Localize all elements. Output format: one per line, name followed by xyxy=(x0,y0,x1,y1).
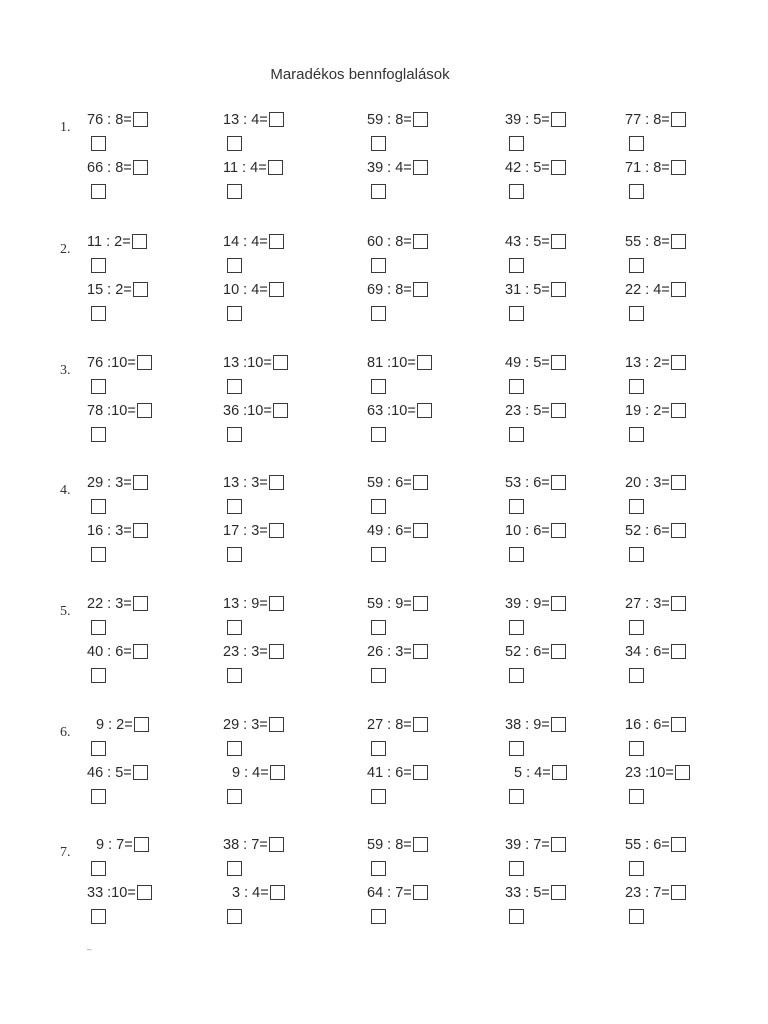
division-expression: 22 : 4= xyxy=(625,282,670,299)
exercise xyxy=(625,399,745,447)
exercise-group-3 xyxy=(0,351,768,451)
quotient-answer-box[interactable] xyxy=(269,596,284,611)
quotient-answer-box[interactable] xyxy=(551,475,566,490)
quotient-answer-box[interactable] xyxy=(413,234,428,249)
group-number: 1. xyxy=(60,120,71,135)
exercise xyxy=(625,833,745,881)
exercise xyxy=(87,351,207,399)
quotient-answer-box[interactable] xyxy=(671,112,686,127)
remainder-answer-box[interactable] xyxy=(227,427,242,442)
division-expression: 10 : 4= xyxy=(223,282,268,299)
division-expression: 13 : 9= xyxy=(223,596,268,613)
remainder-answer-box[interactable] xyxy=(227,379,242,394)
remainder-answer-box[interactable] xyxy=(227,547,242,562)
division-expression: 34 : 6= xyxy=(625,644,670,661)
quotient-answer-box[interactable] xyxy=(413,765,428,780)
division-expression: 78 :10= xyxy=(87,403,136,420)
division-expression: 55 : 6= xyxy=(625,837,670,854)
remainder-answer-box[interactable] xyxy=(91,427,106,442)
quotient-answer-box[interactable] xyxy=(413,160,428,175)
remainder-answer-box[interactable] xyxy=(509,547,524,562)
quotient-answer-box[interactable] xyxy=(133,282,148,297)
remainder-answer-box[interactable] xyxy=(509,499,524,514)
quotient-answer-box[interactable] xyxy=(133,160,148,175)
quotient-answer-box[interactable] xyxy=(133,596,148,611)
quotient-answer-box[interactable] xyxy=(413,282,428,297)
remainder-answer-box[interactable] xyxy=(91,909,106,924)
remainder-answer-box[interactable] xyxy=(629,379,644,394)
exercise xyxy=(367,399,487,447)
division-expression: 31 : 5= xyxy=(505,282,550,299)
remainder-answer-box[interactable] xyxy=(629,668,644,683)
quotient-answer-box[interactable] xyxy=(132,234,147,249)
division-expression: 49 : 6= xyxy=(367,523,412,540)
quotient-answer-box[interactable] xyxy=(269,717,284,732)
remainder-answer-box[interactable] xyxy=(629,184,644,199)
exercise-group-2 xyxy=(0,230,768,330)
exercise xyxy=(505,108,625,156)
quotient-answer-box[interactable] xyxy=(671,644,686,659)
exercise xyxy=(223,399,343,447)
quotient-answer-box[interactable] xyxy=(413,644,428,659)
division-expression: 59 : 9= xyxy=(367,596,412,613)
division-expression: 53 : 6= xyxy=(505,475,550,492)
exercise-group-5 xyxy=(0,592,768,692)
quotient-answer-box[interactable] xyxy=(269,234,284,249)
exercise-group-7 xyxy=(0,833,768,933)
exercise xyxy=(367,278,487,326)
division-expression: 81 :10= xyxy=(367,355,416,372)
exercise xyxy=(625,881,745,929)
exercise xyxy=(87,108,207,156)
division-expression: 27 : 8= xyxy=(367,717,412,734)
quotient-answer-box[interactable] xyxy=(551,837,566,852)
remainder-answer-box[interactable] xyxy=(509,741,524,756)
exercise xyxy=(505,471,625,519)
exercise xyxy=(367,230,487,278)
remainder-answer-box[interactable] xyxy=(371,861,386,876)
exercise xyxy=(505,351,625,399)
group-number: 6. xyxy=(60,725,71,740)
quotient-answer-box[interactable] xyxy=(413,885,428,900)
group-number: 2. xyxy=(60,242,71,257)
quotient-answer-box[interactable] xyxy=(551,355,566,370)
exercise xyxy=(514,761,634,809)
exercise xyxy=(505,399,625,447)
quotient-answer-box[interactable] xyxy=(133,765,148,780)
quotient-answer-box[interactable] xyxy=(133,523,148,538)
division-expression: 46 : 5= xyxy=(87,765,132,782)
division-expression: 22 : 3= xyxy=(87,596,132,613)
remainder-answer-box[interactable] xyxy=(629,427,644,442)
remainder-answer-box[interactable] xyxy=(91,499,106,514)
division-expression: 23 : 3= xyxy=(223,644,268,661)
division-expression: 13 : 4= xyxy=(223,112,268,129)
exercise xyxy=(505,713,625,761)
quotient-answer-box[interactable] xyxy=(551,885,566,900)
remainder-answer-box[interactable] xyxy=(371,184,386,199)
exercise xyxy=(87,399,207,447)
division-expression: 59 : 8= xyxy=(367,112,412,129)
division-expression: 64 : 7= xyxy=(367,885,412,902)
division-expression: 13 : 2= xyxy=(625,355,670,372)
division-expression: 39 : 5= xyxy=(505,112,550,129)
remainder-answer-box[interactable] xyxy=(509,789,524,804)
remainder-answer-box[interactable] xyxy=(91,306,106,321)
remainder-answer-box[interactable] xyxy=(91,741,106,756)
remainder-answer-box[interactable] xyxy=(629,499,644,514)
remainder-answer-box[interactable] xyxy=(629,909,644,924)
page-title: Maradékos bennfoglalások xyxy=(270,66,450,83)
quotient-answer-box[interactable] xyxy=(133,112,148,127)
remainder-answer-box[interactable] xyxy=(91,861,106,876)
quotient-answer-box[interactable] xyxy=(671,523,686,538)
exercise xyxy=(505,278,625,326)
quotient-answer-box[interactable] xyxy=(551,717,566,732)
remainder-answer-box[interactable] xyxy=(629,861,644,876)
quotient-answer-box[interactable] xyxy=(269,282,284,297)
exercise xyxy=(232,761,352,809)
exercise xyxy=(367,592,487,640)
exercise xyxy=(232,881,352,929)
exercise xyxy=(625,471,745,519)
division-expression: 11 : 2= xyxy=(87,234,131,251)
stray-mark: – xyxy=(87,945,92,954)
remainder-answer-box[interactable] xyxy=(227,620,242,635)
remainder-answer-box[interactable] xyxy=(227,258,242,273)
quotient-answer-box[interactable] xyxy=(413,112,428,127)
exercise xyxy=(625,230,745,278)
division-expression: 11 : 4= xyxy=(223,160,267,177)
remainder-answer-box[interactable] xyxy=(227,499,242,514)
division-expression: 38 : 7= xyxy=(223,837,268,854)
exercise xyxy=(367,761,487,809)
division-expression: 19 : 2= xyxy=(625,403,670,420)
remainder-answer-box[interactable] xyxy=(371,258,386,273)
quotient-answer-box[interactable] xyxy=(270,765,285,780)
exercise xyxy=(505,833,625,881)
remainder-answer-box[interactable] xyxy=(371,136,386,151)
exercise xyxy=(625,156,745,204)
exercise xyxy=(223,230,343,278)
division-expression: 26 : 3= xyxy=(367,644,412,661)
remainder-answer-box[interactable] xyxy=(509,379,524,394)
remainder-answer-box[interactable] xyxy=(371,547,386,562)
exercise xyxy=(625,278,745,326)
exercise xyxy=(223,108,343,156)
division-expression: 71 : 8= xyxy=(625,160,670,177)
exercise xyxy=(87,761,207,809)
division-expression: 16 : 6= xyxy=(625,717,670,734)
exercise xyxy=(223,156,343,204)
remainder-answer-box[interactable] xyxy=(91,789,106,804)
remainder-answer-box[interactable] xyxy=(371,789,386,804)
quotient-answer-box[interactable] xyxy=(551,160,566,175)
exercise xyxy=(367,519,487,567)
exercise xyxy=(625,761,745,809)
exercise xyxy=(625,108,745,156)
division-expression: 16 : 3= xyxy=(87,523,132,540)
division-expression: 23 :10= xyxy=(625,765,674,782)
division-expression: 33 : 5= xyxy=(505,885,550,902)
division-expression: 3 : 4= xyxy=(232,885,269,902)
remainder-answer-box[interactable] xyxy=(629,306,644,321)
remainder-answer-box[interactable] xyxy=(509,861,524,876)
quotient-answer-box[interactable] xyxy=(133,644,148,659)
exercise xyxy=(367,351,487,399)
division-expression: 52 : 6= xyxy=(625,523,670,540)
division-expression: 39 : 9= xyxy=(505,596,550,613)
exercise xyxy=(87,278,207,326)
quotient-answer-box[interactable] xyxy=(269,837,284,852)
remainder-answer-box[interactable] xyxy=(91,620,106,635)
remainder-answer-box[interactable] xyxy=(371,909,386,924)
exercise xyxy=(223,519,343,567)
remainder-answer-box[interactable] xyxy=(509,306,524,321)
exercise xyxy=(87,156,207,204)
exercise xyxy=(625,640,745,688)
exercise xyxy=(367,713,487,761)
division-expression: 5 : 4= xyxy=(514,765,551,782)
remainder-answer-box[interactable] xyxy=(509,184,524,199)
quotient-answer-box[interactable] xyxy=(273,355,288,370)
quotient-answer-box[interactable] xyxy=(551,403,566,418)
remainder-answer-box[interactable] xyxy=(371,306,386,321)
division-expression: 59 : 8= xyxy=(367,837,412,854)
quotient-answer-box[interactable] xyxy=(137,403,152,418)
division-expression: 13 :10= xyxy=(223,355,272,372)
exercise xyxy=(367,881,487,929)
remainder-answer-box[interactable] xyxy=(629,620,644,635)
division-expression: 77 : 8= xyxy=(625,112,670,129)
quotient-answer-box[interactable] xyxy=(413,837,428,852)
division-expression: 40 : 6= xyxy=(87,644,132,661)
division-expression: 60 : 8= xyxy=(367,234,412,251)
remainder-answer-box[interactable] xyxy=(371,427,386,442)
quotient-answer-box[interactable] xyxy=(133,475,148,490)
exercise xyxy=(367,471,487,519)
remainder-answer-box[interactable] xyxy=(629,547,644,562)
exercise xyxy=(96,713,216,761)
exercise xyxy=(367,833,487,881)
exercise xyxy=(87,230,207,278)
exercise-group-4 xyxy=(0,471,768,571)
quotient-answer-box[interactable] xyxy=(273,403,288,418)
quotient-answer-box[interactable] xyxy=(270,885,285,900)
exercise xyxy=(505,156,625,204)
remainder-answer-box[interactable] xyxy=(227,136,242,151)
quotient-answer-box[interactable] xyxy=(671,717,686,732)
division-expression: 9 : 7= xyxy=(96,837,133,854)
division-expression: 13 : 3= xyxy=(223,475,268,492)
division-expression: 36 :10= xyxy=(223,403,272,420)
remainder-answer-box[interactable] xyxy=(227,789,242,804)
remainder-answer-box[interactable] xyxy=(91,547,106,562)
division-expression: 20 : 3= xyxy=(625,475,670,492)
quotient-answer-box[interactable] xyxy=(671,885,686,900)
exercise xyxy=(223,351,343,399)
exercise xyxy=(223,592,343,640)
quotient-answer-box[interactable] xyxy=(413,596,428,611)
remainder-answer-box[interactable] xyxy=(629,258,644,273)
remainder-answer-box[interactable] xyxy=(509,258,524,273)
quotient-answer-box[interactable] xyxy=(671,282,686,297)
division-expression: 27 : 3= xyxy=(625,596,670,613)
division-expression: 63 :10= xyxy=(367,403,416,420)
quotient-answer-box[interactable] xyxy=(268,160,283,175)
division-expression: 10 : 6= xyxy=(505,523,550,540)
quotient-answer-box[interactable] xyxy=(413,475,428,490)
division-expression: 29 : 3= xyxy=(87,475,132,492)
quotient-answer-box[interactable] xyxy=(551,112,566,127)
remainder-answer-box[interactable] xyxy=(371,668,386,683)
exercise xyxy=(223,833,343,881)
division-expression: 76 : 8= xyxy=(87,112,132,129)
division-expression: 29 : 3= xyxy=(223,717,268,734)
remainder-answer-box[interactable] xyxy=(227,668,242,683)
division-expression: 59 : 6= xyxy=(367,475,412,492)
group-number: 7. xyxy=(60,845,71,860)
exercise xyxy=(505,230,625,278)
quotient-answer-box[interactable] xyxy=(671,837,686,852)
quotient-answer-box[interactable] xyxy=(671,160,686,175)
division-expression: 23 : 7= xyxy=(625,885,670,902)
exercise xyxy=(223,640,343,688)
quotient-answer-box[interactable] xyxy=(671,355,686,370)
group-number: 5. xyxy=(60,604,71,619)
division-expression: 55 : 8= xyxy=(625,234,670,251)
division-expression: 23 : 5= xyxy=(505,403,550,420)
exercise xyxy=(505,881,625,929)
remainder-answer-box[interactable] xyxy=(509,427,524,442)
quotient-answer-box[interactable] xyxy=(551,596,566,611)
quotient-answer-box[interactable] xyxy=(417,355,432,370)
division-expression: 42 : 5= xyxy=(505,160,550,177)
exercise xyxy=(87,471,207,519)
exercise-group-6 xyxy=(0,713,768,813)
exercise xyxy=(505,519,625,567)
quotient-answer-box[interactable] xyxy=(413,523,428,538)
quotient-answer-box[interactable] xyxy=(413,717,428,732)
quotient-answer-box[interactable] xyxy=(137,885,152,900)
remainder-answer-box[interactable] xyxy=(371,499,386,514)
division-expression: 43 : 5= xyxy=(505,234,550,251)
quotient-answer-box[interactable] xyxy=(269,112,284,127)
remainder-answer-box[interactable] xyxy=(227,909,242,924)
division-expression: 49 : 5= xyxy=(505,355,550,372)
quotient-answer-box[interactable] xyxy=(269,644,284,659)
division-expression: 39 : 4= xyxy=(367,160,412,177)
remainder-answer-box[interactable] xyxy=(509,668,524,683)
quotient-answer-box[interactable] xyxy=(671,475,686,490)
quotient-answer-box[interactable] xyxy=(671,596,686,611)
quotient-answer-box[interactable] xyxy=(675,765,690,780)
exercise xyxy=(367,640,487,688)
remainder-answer-box[interactable] xyxy=(227,861,242,876)
remainder-answer-box[interactable] xyxy=(371,620,386,635)
division-expression: 17 : 3= xyxy=(223,523,268,540)
exercise-group-1 xyxy=(0,108,768,208)
division-expression: 52 : 6= xyxy=(505,644,550,661)
exercise xyxy=(223,471,343,519)
exercise xyxy=(96,833,216,881)
exercise xyxy=(625,351,745,399)
division-expression: 38 : 9= xyxy=(505,717,550,734)
exercise xyxy=(367,108,487,156)
quotient-answer-box[interactable] xyxy=(551,282,566,297)
exercise xyxy=(223,713,343,761)
remainder-answer-box[interactable] xyxy=(371,741,386,756)
group-number: 4. xyxy=(60,483,71,498)
quotient-answer-box[interactable] xyxy=(551,644,566,659)
division-expression: 66 : 8= xyxy=(87,160,132,177)
remainder-answer-box[interactable] xyxy=(91,258,106,273)
division-expression: 15 : 2= xyxy=(87,282,132,299)
remainder-answer-box[interactable] xyxy=(91,668,106,683)
remainder-answer-box[interactable] xyxy=(227,306,242,321)
exercise xyxy=(87,640,207,688)
quotient-answer-box[interactable] xyxy=(551,234,566,249)
remainder-answer-box[interactable] xyxy=(371,379,386,394)
quotient-answer-box[interactable] xyxy=(134,717,149,732)
division-expression: 14 : 4= xyxy=(223,234,268,251)
division-expression: 69 : 8= xyxy=(367,282,412,299)
exercise xyxy=(367,156,487,204)
quotient-answer-box[interactable] xyxy=(134,837,149,852)
division-expression: 39 : 7= xyxy=(505,837,550,854)
remainder-answer-box[interactable] xyxy=(227,741,242,756)
exercise xyxy=(87,881,207,929)
exercise xyxy=(87,592,207,640)
division-expression: 33 :10= xyxy=(87,885,136,902)
remainder-answer-box[interactable] xyxy=(629,741,644,756)
group-number: 3. xyxy=(60,363,71,378)
exercise xyxy=(625,592,745,640)
division-expression: 9 : 4= xyxy=(232,765,269,782)
remainder-answer-box[interactable] xyxy=(227,184,242,199)
exercise xyxy=(505,592,625,640)
remainder-answer-box[interactable] xyxy=(91,136,106,151)
quotient-answer-box[interactable] xyxy=(671,234,686,249)
exercise xyxy=(223,278,343,326)
division-expression: 41 : 6= xyxy=(367,765,412,782)
quotient-answer-box[interactable] xyxy=(417,403,432,418)
remainder-answer-box[interactable] xyxy=(91,184,106,199)
exercise xyxy=(625,519,745,567)
quotient-answer-box[interactable] xyxy=(269,475,284,490)
quotient-answer-box[interactable] xyxy=(137,355,152,370)
remainder-answer-box[interactable] xyxy=(629,789,644,804)
exercise xyxy=(87,519,207,567)
quotient-answer-box[interactable] xyxy=(269,523,284,538)
quotient-answer-box[interactable] xyxy=(551,523,566,538)
quotient-answer-box[interactable] xyxy=(552,765,567,780)
remainder-answer-box[interactable] xyxy=(629,136,644,151)
quotient-answer-box[interactable] xyxy=(671,403,686,418)
exercise xyxy=(625,713,745,761)
remainder-answer-box[interactable] xyxy=(509,909,524,924)
remainder-answer-box[interactable] xyxy=(509,620,524,635)
division-expression: 9 : 2= xyxy=(96,717,133,734)
remainder-answer-box[interactable] xyxy=(509,136,524,151)
exercise xyxy=(505,640,625,688)
division-expression: 76 :10= xyxy=(87,355,136,372)
remainder-answer-box[interactable] xyxy=(91,379,106,394)
